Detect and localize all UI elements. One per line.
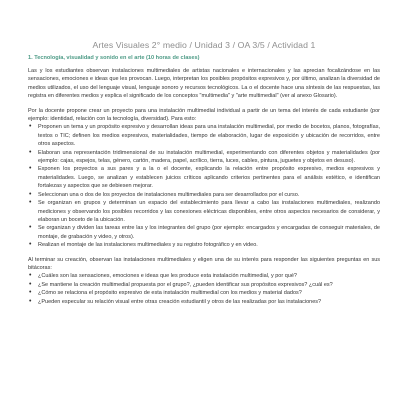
question-item: • ¿Se mantiene la creación multimedial propuesta por el grupo?, ¿pueden identificar sus propósitos expresivos? ¿cuál es?: [28, 281, 380, 289]
closing-paragraph: Al terminar su creación, observan las instalaciones multimediales y eligen una de su interés para responder las siguientes preguntas en sus bitácoras:: [28, 256, 380, 271]
list-item: • Exponen los proyectos a sus pares y a la o el docente, explicando la relación entre propósito expresivo, medios expresivos y materialidades. Luego, se analizan y establecen juicios críticos aplicando criterios pertinentes para el análisis estético, e identifican fortalezas y aspectos que se debiesen mejorar.: [28, 165, 380, 190]
section-subtitle: 1. Tecnología, visualidad y sonido en el arte (10 horas de clases): [28, 55, 200, 61]
list-item: • Se organizan y dividen las tareas entre las y los integrantes del grupo (por ejemplo: encargados y encargadas de conseguir materiales, de montaje, de grabación y video, y otros).: [28, 224, 380, 241]
list-item: • Se organizan en grupos y determinan un espacio del establecimiento para llevar a cabo las instalaciones multimediales, realizando mediciones y observando los posibles recorridos y las conexiones eléctricas disponibles, entre otros aspectos necesarios de considerar, y elaboran un boceto de la ubicación.: [28, 199, 380, 224]
page-title: Artes Visuales 2° medio / Unidad 3 / OA 3/5 / Actividad 1: [92, 40, 316, 50]
intro-paragraph: Las y los estudiantes observan instalaciones multimediales de artistas nacionales e internacionales y las aprecian focalizándose en las sensaciones, emociones e ideas que les provocan. Luego, interpretan los posibles propósitos expresivos y, por último, analizan la diversidad de medios utilizados, el uso del lenguaje visual, lenguaje sonoro y recursos tecnológicos. La o el docente hace una síntesis de las respuestas, las registra en diferentes medios y explica el significado de los conceptos "multimedia" y "arte multimedial" (ver al anexo Glosario).: [28, 68, 380, 100]
question-item: • ¿Cómo se relaciona el propósito expresivo de esta instalación multimedial con los medios y material dados?: [28, 289, 380, 297]
question-item: • ¿Pueden especular su relación visual entre otras creación estudiantil y otros de las realizadas por las instalaciones?: [28, 298, 380, 306]
list-item: • Seleccionan una o dos de los proyectos de instalaciones multimediales para ser desarrollados por el curso.: [28, 191, 380, 199]
list-item: • Proponen un tema y un propósito expresivo y desarrollan ideas para una instalación multimedial, por medio de bocetos, planos, fotografías, textos o TIC; definen los medios expresivos, materialidades, tiempo de elaboración, lugar de exposición y ubicación de recorridos, entre otros aspectos.: [28, 123, 380, 148]
question-item: • ¿Cuáles son las sensaciones, emociones e ideas que les produce esta instalación multimedial, y por qué?: [28, 272, 380, 280]
list-item: • Elaboran una representación tridimensional de su instalación multimedial, experimentando con diferentes objetos y materialidades (por ejemplo: cajas, espejos, telas, género, cartón, madera, papel, acrílico, tierra, luces, cables, pintura, juguetes y objetos en desuso).: [28, 149, 380, 166]
list-item: • Realizan el montaje de las instalaciones multimediales y su registro fotográfico y en video.: [28, 241, 380, 249]
steps-list: [28, 123, 380, 249]
questions-list: [28, 272, 380, 306]
project-paragraph: Por la docente propone crear un proyecto para una instalación multimedial individual a partir de un tema del interés de cada estudiante (por ejemplo: identidad, relación con la tecnología, diversidad). Para esto:: [28, 107, 380, 123]
document-page: [28, 0, 380, 400]
